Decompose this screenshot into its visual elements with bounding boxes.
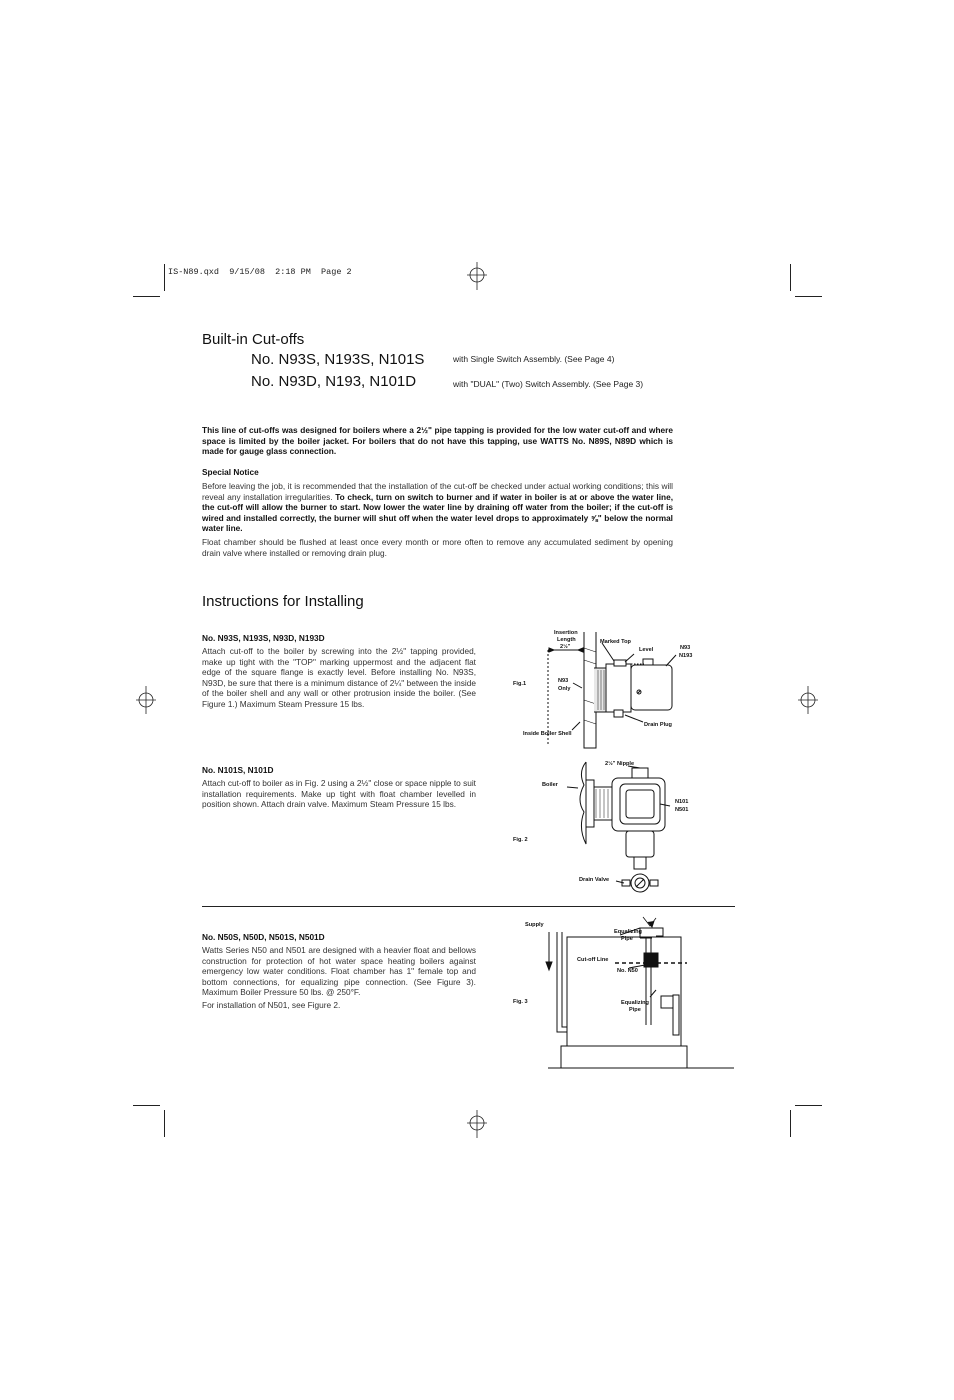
fig1-insertion-3: 2½" <box>560 644 571 650</box>
section-n101-body: Attach cut-off to boiler as in Fig. 2 using a 2½" close or space nipple to suit installation requirements. Make up tight with float chamber levelled in position shown. Attach drain valve. Maximum Steam Pressure 15 lbs. <box>202 778 476 810</box>
fig2-model-a: N101 <box>675 799 689 805</box>
fig3-eq-pipe-top-1: Equalizing <box>614 929 642 935</box>
fig3-caption: Fig. 3 <box>513 999 528 1005</box>
section-n50-body: Watts Series N50 and N501 are designed with a heavier float and bellows construction for protection of hot water space heating boilers against emergency low water conditions. Float chamber has 1" female top and bottom connections, for equalizing pipe connection. (See Figure 3). Maximum Boiler Pressure 50 lbs. @ 250°F. <box>202 945 476 998</box>
special-notice-title: Special Notice <box>202 467 259 477</box>
special-notice-plain: Before leaving the job, it is recommended that the installation of the cut-off be checked under actual working conditions; this will reveal any installation irregularities. <box>202 481 673 502</box>
printer-slug: IS-N89.qxd 9/15/08 2:18 PM Page 2 <box>168 267 352 277</box>
model-line-1-note: with Single Switch Assembly. (See Page 4) <box>453 354 615 364</box>
fig1-drain-plug: Drain Plug <box>644 722 672 728</box>
fig2-drain-valve: Drain Valve <box>579 877 610 883</box>
model-line-1: No. N93S, N193S, N101S <box>251 351 425 368</box>
fig1-only-b: Only <box>558 686 571 692</box>
fig2-model-b: N501 <box>675 807 689 813</box>
model-line-2: No. N93D, N193, N101D <box>251 373 417 390</box>
fig1-level: Level <box>639 647 654 653</box>
fig3-eq-pipe-bot-1: Equalizing <box>621 1000 649 1006</box>
section-n50-body-2: For installation of N501, see Figure 2. <box>202 1000 341 1010</box>
fig1-inside-shell: Inside Boiler Shell <box>523 731 572 737</box>
section-n93-body: Attach cut-off to the boiler by screwing into the 2½" tapping provided, make up tight with the "TOP" marking uppermost and the adjacent flat edge of the square flange is exactly level. Before installing No. N93S, N93D, be sure that there is a minimum distance of 2¼" between the inside of the boiler shell and any wall or other protrusion inside the boiler. (See Figure 1.) Maximum Steam Pressure 15 lbs. <box>202 646 476 709</box>
fig1-insertion-2: Length <box>557 637 576 643</box>
instructions-title: Instructions for Installing <box>202 593 364 610</box>
fig3-cutoff-line: Cut-off Line <box>577 957 609 963</box>
model-line-2-note: with "DUAL" (Two) Switch Assembly. (See Page 3) <box>453 379 644 389</box>
fig1-only-a: N93 <box>558 678 569 684</box>
fig2-caption: Fig. 2 <box>513 837 528 843</box>
section-n101-title: No. N101S, N101D <box>202 765 274 775</box>
fig3-supply: Supply <box>525 922 544 928</box>
fig3-eq-pipe-bot-2: Pipe <box>629 1007 641 1013</box>
page-title: Built-in Cut-offs <box>202 331 305 348</box>
fig3-model: No. N50 <box>617 968 638 974</box>
fig2-boiler: Boiler <box>542 782 558 788</box>
fig1-insertion-1: Insertion <box>554 630 578 636</box>
section-n93-title: No. N93S, N193S, N93D, N193D <box>202 633 325 643</box>
flush-paragraph: Float chamber should be flushed at least once every month or more often to remove any accumulated sediment by opening drain valve where installed or removing drain plug. <box>202 537 673 558</box>
section-n50-title: No. N50S, N50D, N501S, N501D <box>202 932 325 942</box>
special-notice-bold: To check, turn on switch to burner and if water in boiler is at or above the water line, the cut-off will allow the burner to start. Now lower the water line by draining off water from the boiler; if the cut-off is wired and installed correctly, the burner will shut off when the water level drops to approximately ⅝" below the normal water line. <box>202 491 673 534</box>
fig1-model-a: N93 <box>680 645 691 651</box>
fig1-model-b: N193 <box>679 653 693 659</box>
intro-paragraph: This line of cut-offs was designed for boilers where a 2½" pipe tapping is provided for the low water cut-off and where space is limited by the boiler jacket. For boilers that do not have this tapping, use WATTS No. N89S, N89D which is made for gauge glass connection. <box>202 425 673 457</box>
fig3-eq-pipe-top-2: Pipe <box>621 936 633 942</box>
fig1-marked-top: Marked Top <box>600 639 631 645</box>
fig2-nipple: 2½" Nipple <box>605 761 635 767</box>
fig1-caption: Fig.1 <box>513 681 527 687</box>
